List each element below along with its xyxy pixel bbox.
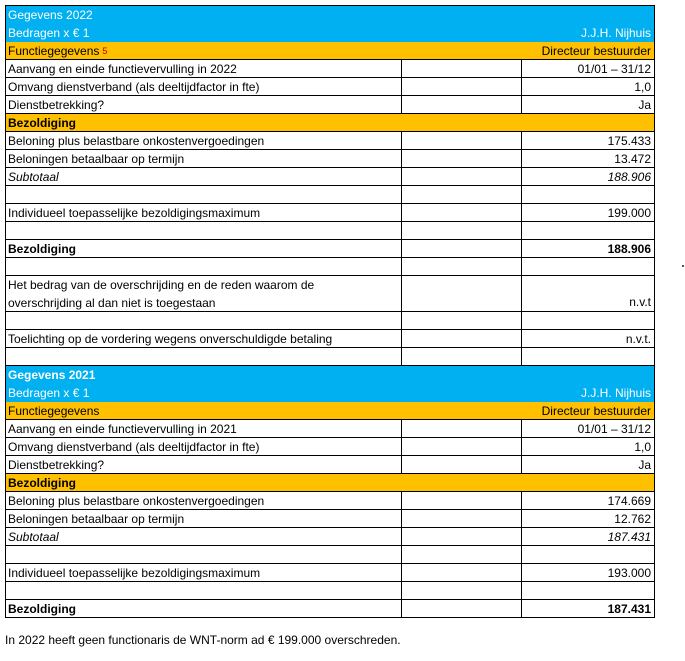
- blank-row: [6, 546, 654, 564]
- termijn-row: [6, 510, 654, 528]
- termijn-row: [6, 150, 654, 168]
- beloning-value: 174.669: [521, 492, 654, 509]
- beloning-label: Beloning plus belastbare onkostenvergoedingen: [8, 494, 265, 508]
- dienst-value: Ja: [521, 456, 654, 473]
- functiegegevens-label: Functiegegevens $^5$: [8, 44, 108, 58]
- period-label: Aanvang en einde functievervulling in 2021: [8, 422, 237, 436]
- subtotaal-value: 187.431: [521, 528, 654, 545]
- footnote-text: In 2022 heeft geen functionaris de WNT-norm ad € 199.000 overschreden.: [5, 633, 401, 647]
- dienst-label: Dienstbetrekking?: [8, 458, 105, 472]
- period-row: [6, 60, 654, 78]
- blank-row: [6, 186, 654, 204]
- header-title: Gegevens 2021: [8, 368, 96, 382]
- max-label: Individueel toepasselijke bezoldigingsmaximum: [8, 566, 261, 580]
- bezoldiging-head-row: [6, 114, 654, 132]
- bezoldiging-value: 188.906: [521, 240, 654, 257]
- dienst-label: Dienstbetrekking?: [8, 98, 105, 112]
- person-name: J.J.H. Nijhuis: [580, 26, 651, 40]
- period-row: [6, 420, 654, 438]
- subtotaal-value: 188.906: [521, 168, 654, 185]
- period-value: 01/01 – 31/12: [521, 60, 654, 77]
- bezoldiging-head-row: [6, 474, 654, 492]
- omvang-label: Omvang dienstverband (als deeltijdfactor in fte): [8, 440, 260, 454]
- toelichting-label: Toelichting op de vordering wegens onverschuldigde betaling: [8, 332, 333, 346]
- beloning-row: [6, 492, 654, 510]
- bezoldiging-label: Bezoldiging: [8, 602, 76, 616]
- period-label: Aanvang en einde functievervulling in 2022: [8, 62, 237, 76]
- subtotaal-label: Subtotaal: [8, 530, 59, 544]
- toelichting-row: [6, 330, 654, 348]
- max-value: 193.000: [521, 564, 654, 581]
- omvang-row: [6, 78, 654, 96]
- bezoldiging-head: Bezoldiging: [8, 116, 76, 130]
- header-sub: Bedragen x € 1: [8, 26, 90, 40]
- function-value: Directeur bestuurder: [541, 404, 651, 418]
- toelichting-value: n.v.t.: [521, 330, 654, 347]
- subtotaal-row: [6, 528, 654, 546]
- bezoldiging-value: 187.431: [521, 600, 654, 617]
- omvang-row: [6, 438, 654, 456]
- blank-row: [6, 582, 654, 600]
- blank-row: [6, 348, 654, 366]
- dienst-value: Ja: [521, 96, 654, 113]
- max-row: [6, 564, 654, 582]
- functiegegevens-row: [6, 42, 654, 60]
- stray-dot: [682, 265, 684, 267]
- max-label: Individueel toepasselijke bezoldigingsmaximum: [8, 206, 261, 220]
- wnt-table: [5, 5, 655, 618]
- header-title: Gegevens 2022: [8, 8, 93, 22]
- omvang-value: 1,0: [521, 438, 654, 455]
- termijn-value: 12.762: [521, 510, 654, 527]
- functiegegevens-label: Functiegegevens: [8, 404, 100, 418]
- dienst-row: [6, 96, 654, 114]
- bezoldiging-label: Bezoldiging: [8, 242, 76, 256]
- beloning-label: Beloning plus belastbare onkostenvergoedingen: [8, 134, 265, 148]
- header-2021-sub: [6, 384, 654, 402]
- subtotaal-label: Subtotaal: [8, 170, 59, 184]
- function-value: Directeur bestuurder: [541, 44, 651, 58]
- dienst-row: [6, 456, 654, 474]
- blank-row: [6, 258, 654, 276]
- overschrijding-label: Het bedrag van de overschrijding en de reden waarom de overschrijding al dan niet is toegestaan: [8, 278, 315, 310]
- bezoldiging-head: Bezoldiging: [8, 476, 76, 490]
- blank-row: [6, 312, 654, 330]
- termijn-value: 13.472: [521, 150, 654, 167]
- person-name: J.J.H. Nijhuis: [580, 386, 651, 400]
- bezoldiging-row: [6, 240, 654, 258]
- beloning-row: [6, 132, 654, 150]
- omvang-label: Omvang dienstverband (als deeltijdfactor in fte): [8, 80, 260, 94]
- overschrijding-value: n.v.t: [521, 276, 654, 311]
- header-sub: Bedragen x € 1: [8, 386, 90, 400]
- header-2021-title: [6, 366, 654, 384]
- max-value: 199.000: [521, 204, 654, 221]
- subtotaal-row: [6, 168, 654, 186]
- period-value: 01/01 – 31/12: [521, 420, 654, 437]
- header-2022-title: [6, 6, 654, 24]
- termijn-label: Beloningen betaalbaar op termijn: [8, 152, 185, 166]
- overschrijding-row: [6, 276, 654, 312]
- omvang-value: 1,0: [521, 78, 654, 95]
- blank-row: [6, 222, 654, 240]
- footnote-mark: 5: [102, 46, 108, 56]
- termijn-label: Beloningen betaalbaar op termijn: [8, 512, 185, 526]
- max-row: [6, 204, 654, 222]
- bezoldiging-row: [6, 600, 654, 618]
- header-2022-sub: [6, 24, 654, 42]
- functiegegevens-row: [6, 402, 654, 420]
- beloning-value: 175.433: [521, 132, 654, 149]
